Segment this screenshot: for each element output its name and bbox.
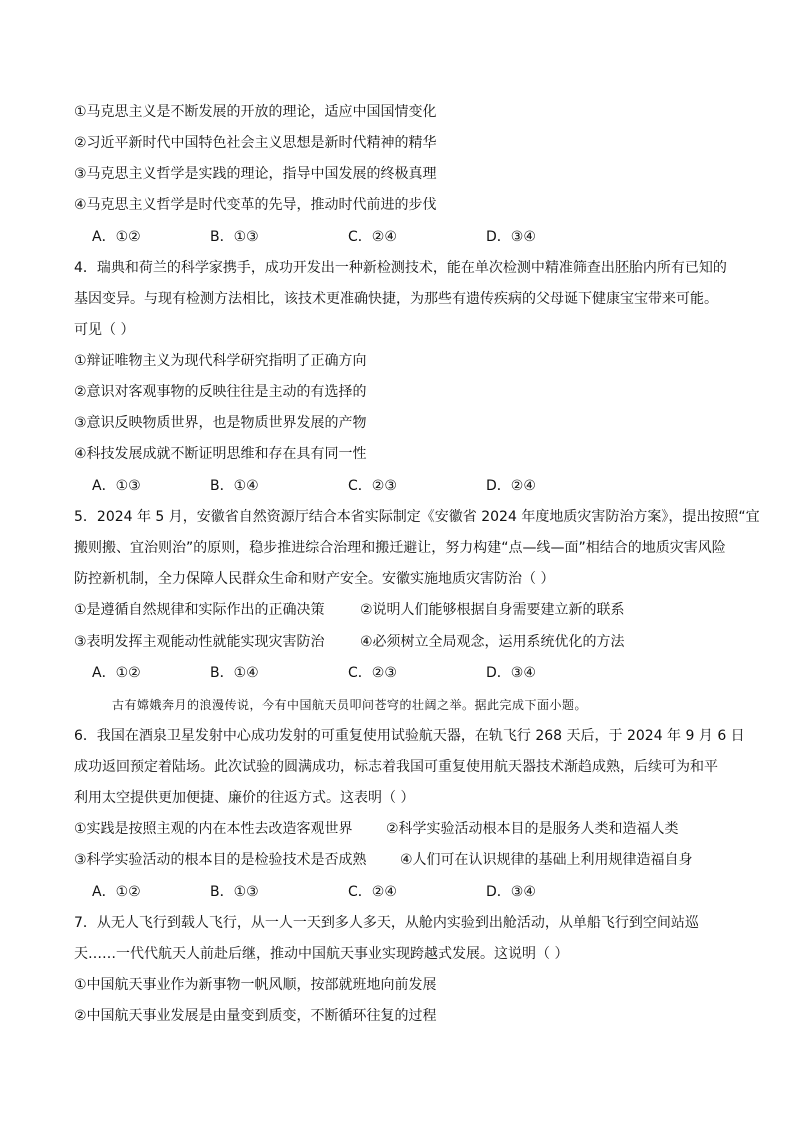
q6-statement-row-1 [74,819,679,839]
q3-option-b[interactable]: B．①③ [210,229,259,245]
q7-statement-2: ②中国航天事业发展是由量变到质变，不断循环往复的过程 [74,1008,437,1024]
q3-statement-2: ②习近平新时代中国特色社会主义思想是新时代精神的精华 [74,135,437,151]
section-instruction: 古有嫦娥奔月的浪漫传说，今有中国航天员叩问苍穹的壮阔之举。据此完成下面小题。 [112,698,588,712]
q5-statement-row-2 [74,632,625,652]
q3-option-a[interactable]: A．①② [92,229,141,245]
q6-statement-3: ③科学实验活动的根本目的是检验技术是否成熟 [74,852,367,868]
q5-statement-row-1 [74,600,625,620]
q4-option-b[interactable]: B．①④ [210,478,259,494]
q6-stem-line-3: 利用太空提供更加便捷、廉价的往返方式。这表明（ ） [74,790,415,806]
q4-stem-line-1: 4．瑞典和荷兰的科学家携手，成功开发出一种新检测技术，能在单次检测中精准筛查出胚胎内所有已知的 [74,260,727,276]
q6-option-a[interactable]: A．①② [92,884,141,900]
q6-stem-line-2: 成功返回预定着陆场。此次试验的圆满成功，标志着我国可重复使用航天器技术渐趋成熟，后续可为和平 [74,759,718,775]
q3-statement-3: ③马克思主义哲学是实践的理论，指导中国发展的终极真理 [74,166,437,182]
q5-statement-4: ④必须树立全局观念，运用系统优化的方法 [360,634,625,650]
q5-statement-3: ③表明发挥主观能动性就能实现灾害防治 [74,634,325,650]
q4-option-d[interactable]: D．②④ [486,478,536,494]
q5-stem-line-1: 5．2024 年 5 月，安徽省自然资源厅结合本省实际制定《安徽省 2024 年度地质灾害防治方案》，提出按照“宜 [74,509,760,525]
q6-option-b[interactable]: B．①③ [210,884,259,900]
q4-option-c[interactable]: C．②③ [348,478,397,494]
q7-stem-line-2: 天……一代代航天人前赴后继，推动中国航天事业实现跨越式发展。这说明（ ） [74,946,569,962]
q4-statement-1: ①辩证唯物主义为现代科学研究指明了正确方向 [74,353,367,369]
q5-option-d[interactable]: D．③④ [486,665,536,681]
q6-stem-line-1: 6．我国在酒泉卫星发射中心成功发射的可重复使用试验航天器，在轨飞行 268 天后，于 2024 年 9 月 6 日 [74,728,745,744]
q6-option-c[interactable]: C．②④ [348,884,397,900]
q5-option-b[interactable]: B．①④ [210,665,259,681]
q5-statement-1: ①是遵循自然规律和实际作出的正确决策 [74,602,325,618]
q6-statement-4: ④人们可在认识规律的基础上利用规律造福自身 [400,852,693,868]
q3-option-c[interactable]: C．②④ [348,229,397,245]
q4-option-a[interactable]: A．①③ [92,478,141,494]
q6-option-d[interactable]: D．③④ [486,884,536,900]
q3-statement-4: ④马克思主义哲学是时代变革的先导，推动时代前进的步伐 [74,197,437,213]
q3-statement-1: ①马克思主义是不断发展的开放的理论，适应中国国情变化 [74,104,437,120]
q4-statement-3: ③意识反映物质世界，也是物质世界发展的产物 [74,415,367,431]
q6-statement-1: ①实践是按照主观的内在本性去改造客观世界 [74,821,353,837]
q5-option-c[interactable]: C．②③ [348,665,397,681]
q7-stem-line-1: 7．从无人飞行到载人飞行，从一人一天到多人多天，从舱内实验到出舱活动，从单船飞行到空间站巡 [74,915,699,931]
q4-stem-line-2: 基因变异。与现有检测方法相比，该技术更准确快捷，为那些有遗传疾病的父母诞下健康宝宝带来可能。 [74,291,718,307]
q7-statement-1: ①中国航天事业作为新事物一帆风顺，按部就班地向前发展 [74,977,437,993]
q4-statement-4: ④科技发展成就不断证明思维和存在具有同一性 [74,446,367,462]
q5-option-a[interactable]: A．①② [92,665,141,681]
q5-statement-2: ②说明人们能够根据自身需要建立新的联系 [360,602,625,618]
q4-stem-line-3: 可见（ ） [74,322,135,338]
q3-option-d[interactable]: D．③④ [486,229,536,245]
q5-stem-line-2: 搬则搬、宜治则治”的原则，稳步推进综合治理和搬迁避让，努力构建“点—线—面”相结合的地质灾害风险 [74,540,726,556]
q4-statement-2: ②意识对客观事物的反映往往是主动的有选择的 [74,384,367,400]
q6-statement-2: ②科学实验活动根本目的是服务人类和造福人类 [386,821,679,837]
q5-stem-line-3: 防控新机制，全力保障人民群众生命和财产安全。安徽实施地质灾害防治（ ） [74,571,555,587]
q6-statement-row-2 [74,850,693,870]
